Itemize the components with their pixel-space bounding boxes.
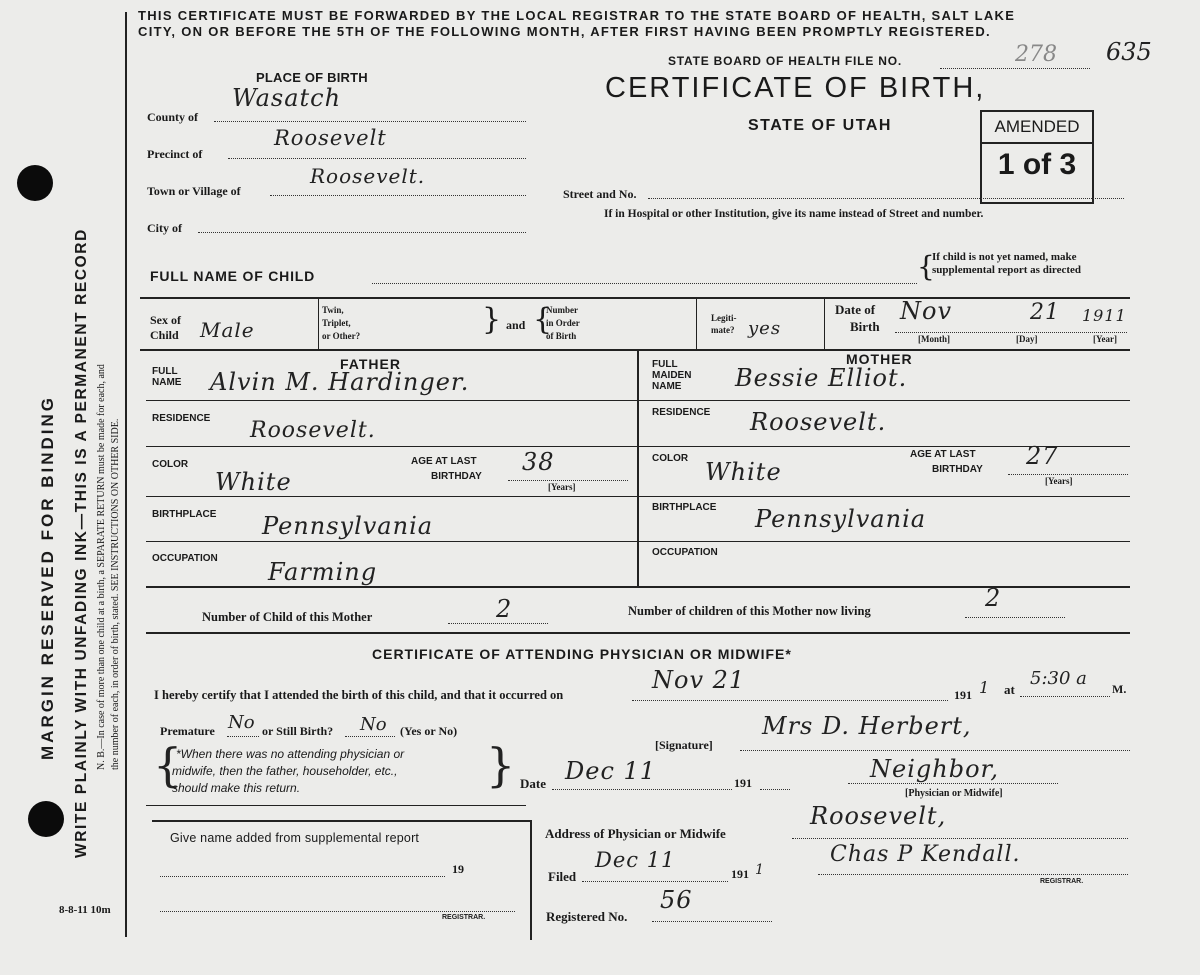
sex-label-1: Sex of (150, 313, 181, 327)
twin-label-1: Twin, (322, 305, 344, 315)
father-age-line (508, 480, 628, 481)
yes-no-label: (Yes or No) (400, 724, 458, 738)
num-living-label: Number of children of this Mother now living (628, 604, 871, 618)
father-color-label: COLOR (152, 459, 189, 470)
birth-day: 21 (1030, 300, 1060, 325)
twin-label-3: or Other? (322, 331, 361, 341)
rule-occupation (146, 586, 1130, 588)
num-child-line (448, 623, 548, 624)
cert-year-prefix: 191 (954, 688, 972, 702)
father-age-label-1: AGE AT LAST (411, 456, 477, 467)
cert-year-suffix: 1 (979, 678, 990, 697)
supplemental-year: 19 (452, 862, 464, 876)
physician-heading: CERTIFICATE OF ATTENDING PHYSICIAN OR MIDWIFE* (372, 646, 792, 662)
date-line (552, 789, 732, 790)
margin-binding-text: MARGIN RESERVED FOR BINDING (38, 395, 57, 760)
county-label: County of (147, 110, 199, 124)
father-residence-label: RESIDENCE (152, 413, 211, 424)
mother-full-label-2: MAIDEN (652, 370, 692, 381)
filed-label: Filed (548, 869, 577, 884)
and-label: and (506, 318, 526, 332)
father-name: Alvin M. Hardinger. (210, 368, 470, 396)
legit-label-2: mate? (711, 325, 735, 335)
mother-color: White (705, 458, 782, 486)
supplemental-line (160, 876, 445, 877)
header-line-2: CITY, ON OR BEFORE THE 5TH OF THE FOLLOWING MONTH, AFTER FIRST HAVING BEEN PROMPTLY REGISTERED. (138, 24, 991, 39)
file-no-value-2: 635 (1106, 38, 1152, 66)
mother-age: 27 (1026, 442, 1059, 470)
number-label-2: in Order (546, 318, 580, 328)
date-label-2: Birth (850, 319, 880, 334)
town-line (270, 195, 526, 196)
town-value: Roosevelt. (310, 164, 426, 188)
still-birth-value: No (360, 714, 387, 735)
physician-role-caption: [Physician or Midwife] (905, 788, 1003, 799)
certificate-title: CERTIFICATE OF BIRTH, (605, 72, 986, 104)
county-line (214, 121, 526, 122)
binding-hole-bottom (28, 801, 64, 837)
filed-line (582, 881, 728, 882)
mother-birthplace-label: BIRTHPLACE (652, 502, 717, 513)
date-label: Date (520, 776, 546, 791)
place-of-birth-heading: PLACE OF BIRTH (256, 70, 368, 85)
num-child-value: 2 (496, 595, 513, 623)
birth-date-line (895, 332, 1127, 333)
sex-value: Male (200, 318, 255, 342)
mother-color-label: COLOR (652, 453, 689, 464)
still-birth-label: or Still Birth? (262, 724, 334, 738)
margin-note-line1: N. B.—In case of more than one child at a birth, a SEPARATE RETURN must be made for each, and (96, 364, 107, 770)
father-occupation: Farming (268, 558, 378, 586)
rule-birthplace (146, 541, 1130, 542)
registered-number: 56 (660, 886, 693, 914)
address-label: Address of Physician or Midwife (545, 826, 726, 841)
cert-time: 5:30 a (1030, 668, 1087, 689)
legit-value: yes (748, 318, 782, 339)
father-age-label-2: BIRTHDAY (431, 471, 482, 482)
town-label: Town or Village of (147, 184, 241, 198)
father-years-caption: [Years] (548, 482, 576, 492)
mother-name: Bessie Elliot. (735, 364, 908, 392)
father-occupation-label: OCCUPATION (152, 553, 218, 564)
premature-line (227, 736, 259, 737)
full-name-line (372, 283, 917, 284)
father-color: White (215, 468, 292, 496)
supplemental-registrar: REGISTRAR. (442, 914, 486, 921)
cert-birth-date: Nov 21 (652, 666, 746, 694)
father-full-label-2: NAME (152, 377, 182, 388)
filed-year-suffix: 1 (755, 862, 764, 878)
binding-hole-top (17, 165, 53, 201)
not-named-note-1: If child is not yet named, make (932, 251, 1077, 263)
signature-line (740, 750, 1130, 751)
amended-stamp-label: AMENDED (982, 112, 1092, 144)
rule-residence (146, 446, 1130, 447)
physician-role-line (848, 783, 1058, 784)
file-no-line (940, 68, 1090, 69)
header-line-1: THIS CERTIFICATE MUST BE FORWARDED BY THE LOCAL REGISTRAR TO THE STATE BOARD OF HEALTH, SALT LAKE (138, 8, 1016, 23)
mother-years-caption: [Years] (1045, 476, 1073, 486)
file-no-value: 278 (1015, 42, 1057, 67)
margin-note-line2: the number of each, in order of birth, stated. SEE INSTRUCTIONS ON OTHER SIDE. (110, 418, 121, 770)
month-caption: [Month] (918, 334, 950, 344)
father-full-label-1: FULL (152, 366, 178, 377)
twin-bracket: } (482, 302, 502, 337)
cert-time-line (1020, 696, 1110, 697)
mother-residence-label: RESIDENCE (652, 407, 711, 418)
row-rule-top (140, 297, 1130, 299)
not-named-note-2: supplemental report as directed (932, 264, 1081, 276)
margin-rule (125, 12, 127, 937)
precinct-line (228, 158, 526, 159)
city-line (198, 232, 526, 233)
margin-permanent-record-text: WRITE PLAINLY WITH UNFADING INK—THIS IS A PERMANENT RECORD (73, 228, 90, 858)
date-year-prefix: 191 (734, 776, 752, 790)
number-label-3: of Birth (546, 331, 577, 341)
note-bracket: { (917, 250, 935, 283)
cert-at-label: at (1004, 682, 1015, 697)
city-label: City of (147, 221, 182, 235)
mother-birthplace: Pennsylvania (755, 505, 927, 533)
amended-stamp (980, 110, 1094, 204)
form-code: 8-8-11 10m (59, 904, 111, 916)
father-heading: FATHER (340, 356, 401, 372)
mother-heading: MOTHER (846, 351, 913, 367)
filed-date: Dec 11 (595, 848, 676, 872)
father-mother-divider (637, 351, 639, 587)
file-no-label: STATE BOARD OF HEALTH FILE NO. (668, 54, 902, 68)
divider-2 (696, 299, 697, 349)
mother-age-label-2: BIRTHDAY (932, 464, 983, 475)
precinct-value: Roosevelt (274, 126, 387, 150)
note-line-1: *When there was no attending physician or (176, 747, 405, 761)
number-bracket: { (533, 302, 553, 337)
registered-line (652, 921, 772, 922)
sex-label-2: Child (150, 328, 179, 342)
amended-stamp-count: 1 of 3 (997, 148, 1077, 181)
father-age: 38 (522, 448, 555, 476)
birth-date-cert-line (632, 700, 948, 701)
registrar-signature: Chas P Kendall. (830, 842, 1021, 867)
year-caption: [Year] (1093, 334, 1117, 344)
supplemental-registrar-line (160, 911, 515, 912)
father-residence: Roosevelt. (250, 418, 376, 443)
certify-text: I hereby certify that I attended the birth of this child, and that it occurred on (154, 688, 564, 702)
state-label: STATE OF UTAH (748, 117, 892, 134)
hospital-note: If in Hospital or other Institution, give its name instead of Street and number. (604, 208, 984, 220)
registered-label: Registered No. (546, 909, 628, 924)
rule-name (146, 400, 1130, 401)
day-caption: [Day] (1016, 334, 1038, 344)
signature-value: Mrs D. Herbert, (762, 712, 972, 740)
note-line-2: midwife, then the father, householder, etc., (172, 764, 398, 778)
signature-label: [Signature] (655, 738, 713, 752)
mother-occupation-label: OCCUPATION (652, 547, 718, 558)
date-year-line (760, 789, 790, 790)
mother-residence: Roosevelt. (750, 408, 887, 436)
father-birthplace: Pennsylvania (262, 512, 434, 540)
address-value: Roosevelt, (810, 802, 947, 830)
divider-1 (318, 299, 319, 349)
filed-year-prefix: 191 (731, 867, 749, 881)
street-label: Street and No. (563, 187, 637, 201)
father-birthplace-label: BIRTHPLACE (152, 509, 217, 520)
num-child-label: Number of Child of this Mother (202, 610, 373, 624)
cert-m-label: M. (1112, 682, 1127, 696)
num-living-value: 2 (985, 584, 1002, 612)
num-living-line (965, 617, 1065, 618)
supplemental-heading: Give name added from supplemental report (170, 831, 420, 845)
precinct-label: Precinct of (147, 147, 203, 161)
mother-full-label-1: FULL (652, 359, 678, 370)
physician-role: Neighbor, (870, 755, 999, 783)
registrar-line (818, 874, 1128, 875)
divider-3 (824, 299, 825, 349)
date-value: Dec 11 (565, 757, 657, 785)
row-rule-bottom (140, 349, 1130, 351)
note-bracket-left: { (153, 738, 183, 792)
number-label-1: Number (546, 305, 578, 315)
birth-month: Nov (900, 297, 953, 325)
birth-year: 1911 (1082, 306, 1127, 325)
twin-label-2: Triplet, (322, 318, 351, 328)
rule-children (146, 632, 1130, 634)
legit-label-1: Legiti- (711, 313, 737, 323)
note-bracket-right: } (486, 738, 516, 792)
note-line-3: should make this return. (172, 781, 301, 795)
premature-value: No (228, 712, 255, 733)
county-value: Wasatch (232, 84, 342, 112)
full-name-label: FULL NAME OF CHILD (150, 268, 316, 284)
address-line (792, 838, 1128, 839)
mother-full-label-3: NAME (652, 381, 682, 392)
still-birth-line (345, 736, 395, 737)
rule-left-box-top (146, 805, 526, 806)
rule-color (146, 496, 1130, 497)
street-line (648, 198, 1124, 199)
mother-age-label-1: AGE AT LAST (910, 449, 976, 460)
registrar-caption: REGISTRAR. (1040, 878, 1084, 885)
premature-label: Premature (160, 724, 215, 738)
mother-age-line (1008, 474, 1128, 475)
date-label-1: Date of (835, 302, 876, 317)
